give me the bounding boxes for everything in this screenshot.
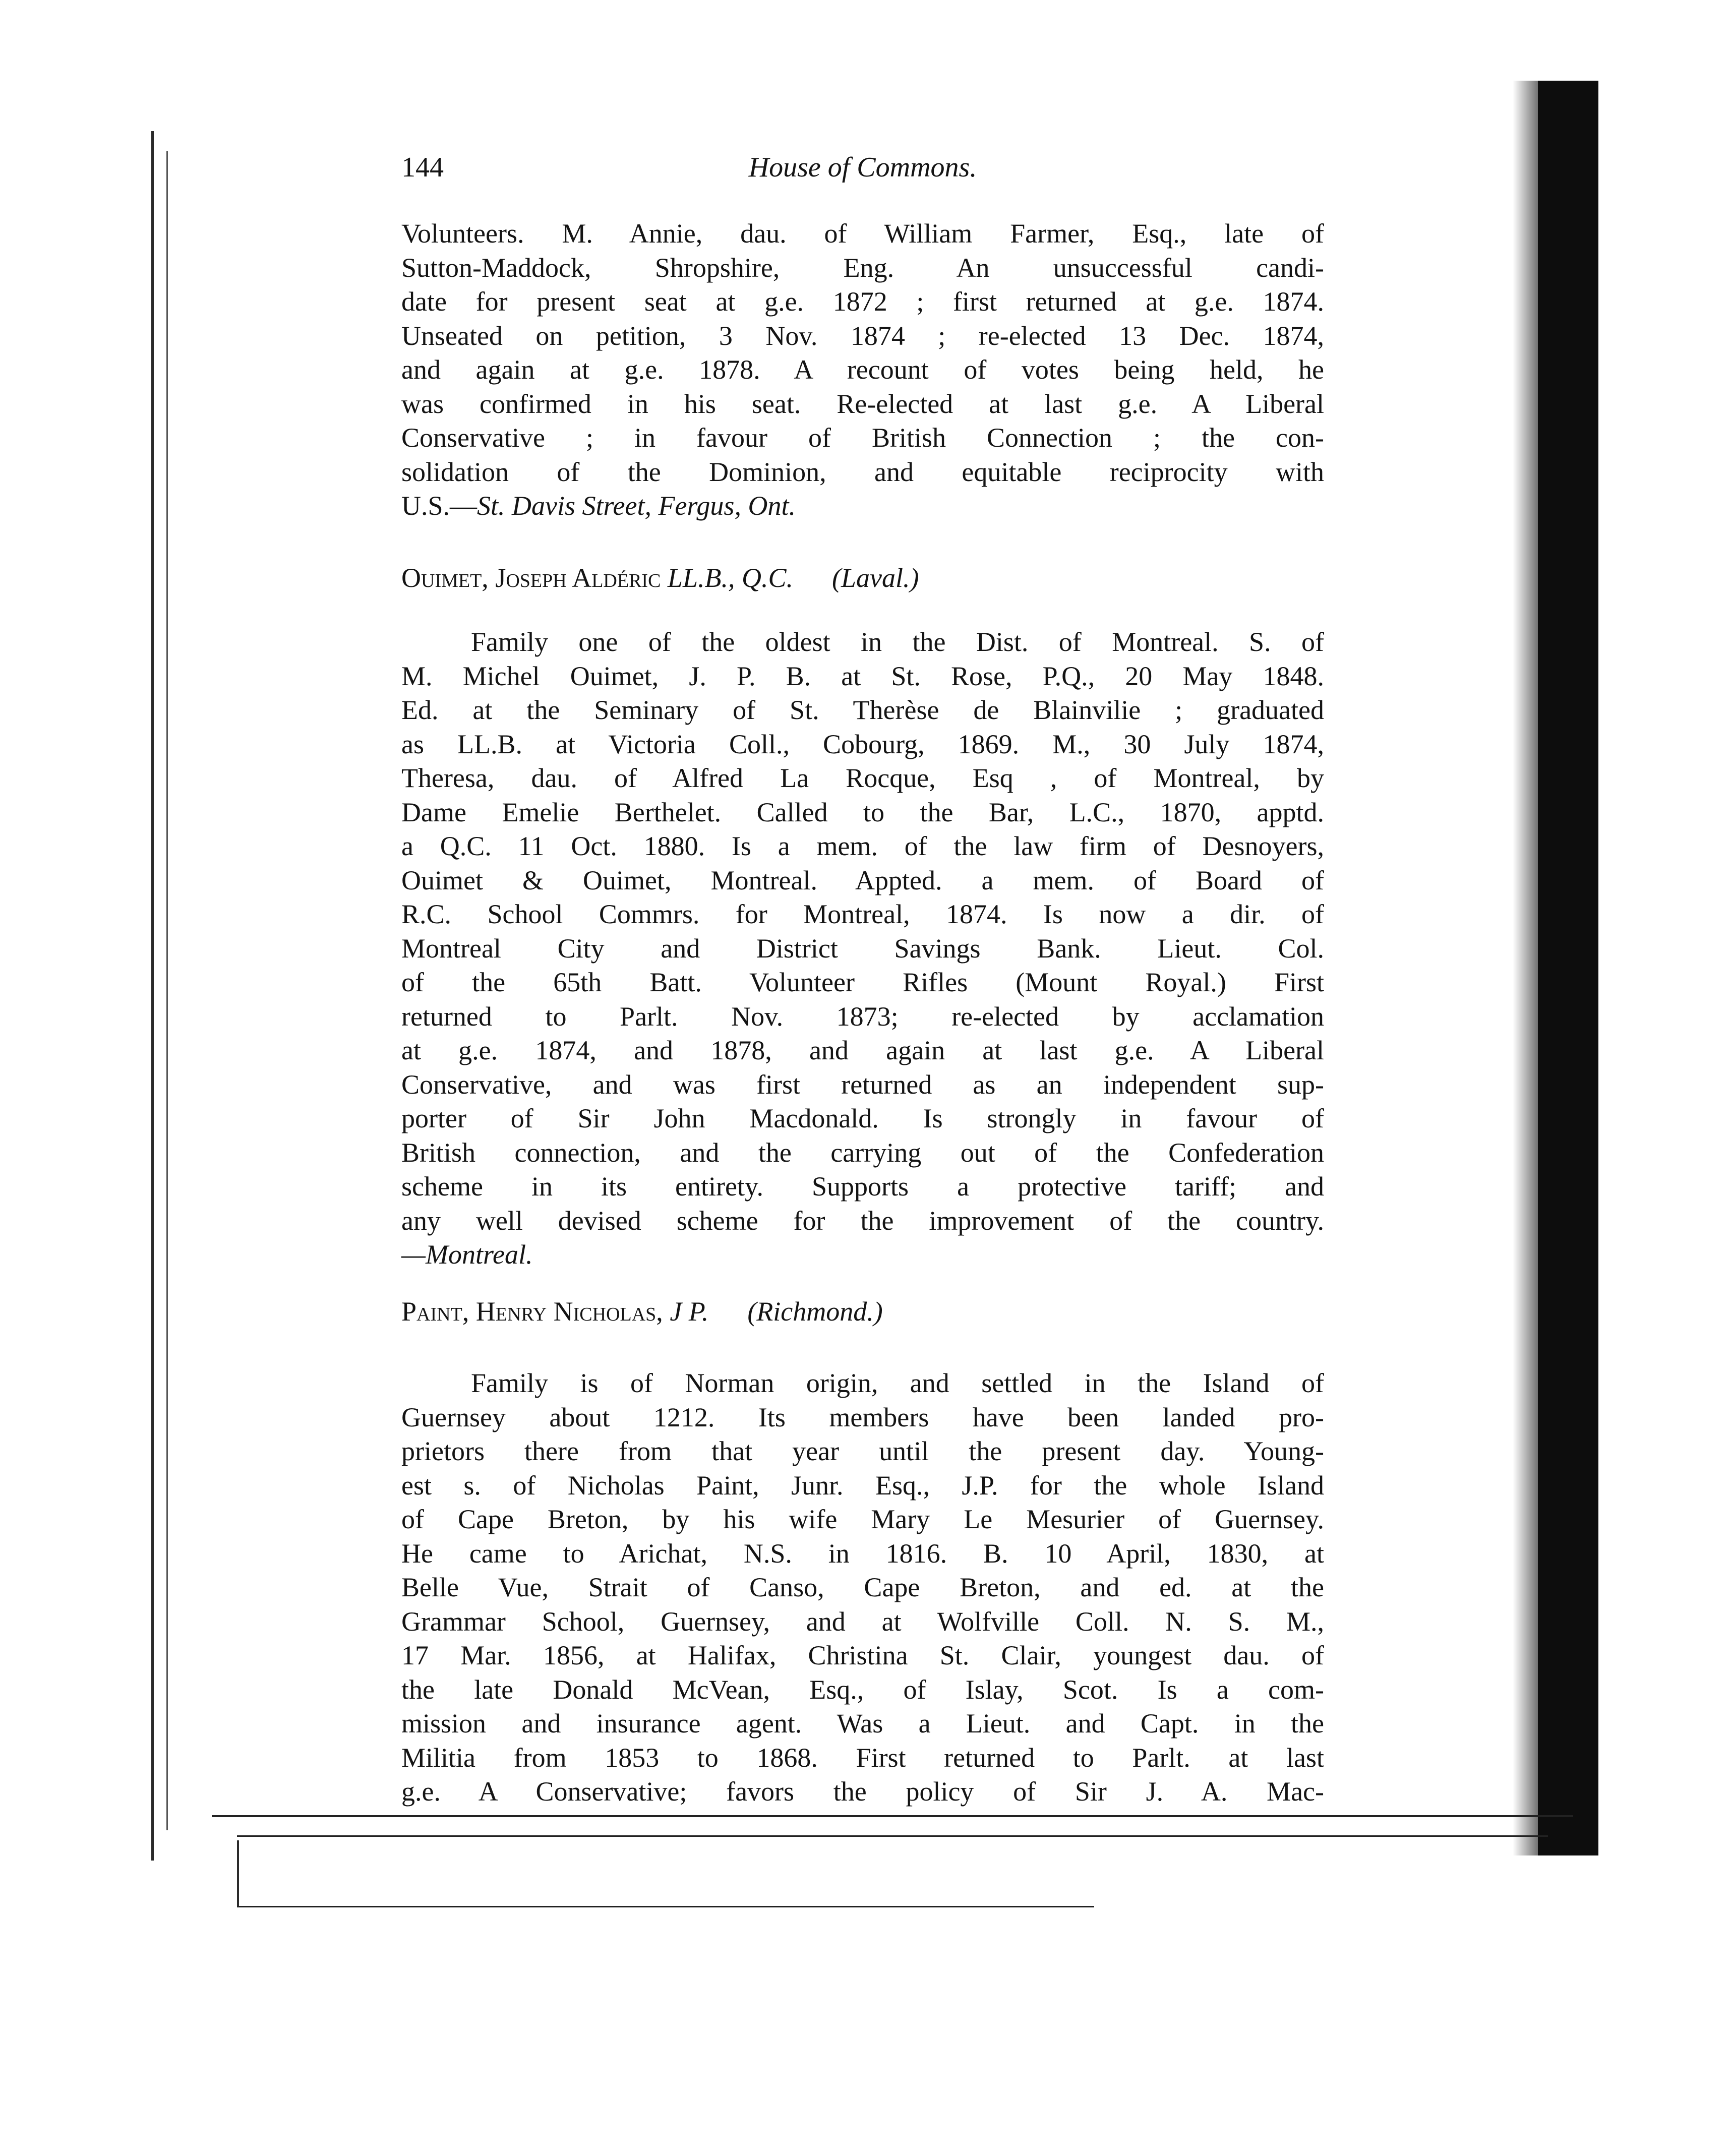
text-line: as LL.B. at Victoria Coll., Cobourg, 1869. M., 30 July 1874,	[401, 729, 1324, 759]
text-line: Family one of the oldest in the Dist. of Montreal. S. of	[471, 627, 1324, 657]
text-line: was confirmed in his seat. Re-elected at last g.e. A Liberal	[401, 388, 1324, 419]
text-line: of Cape Breton, by his wife Mary Le Mesurier of Guernsey.	[401, 1504, 1324, 1534]
text-line: 17 Mar. 1856, at Halifax, Christina St. Clair, youngest dau. of	[401, 1640, 1324, 1670]
text-line: mission and insurance agent. Was a Lieut. and Capt. in the	[401, 1708, 1324, 1739]
text-line: Unseated on petition, 3 Nov. 1874 ; re-elected 13 Dec. 1874,	[401, 320, 1324, 351]
entry-body-ouimet	[401, 625, 1324, 1272]
member-constituency: (Richmond.)	[747, 1296, 883, 1327]
page-header	[401, 151, 1324, 197]
text-line: Dame Emelie Berthelet. Called to the Bar, L.C., 1870, apptd.	[401, 797, 1324, 827]
text-line: Montreal City and District Savings Bank. Lieut. Col.	[401, 933, 1324, 964]
text-line: Theresa, dau. of Alfred La Rocque, Esq , of Montreal, by	[401, 763, 1324, 793]
text-line: of the 65th Batt. Volunteer Rifles (Mount Royal.) First	[401, 967, 1324, 997]
text-line: Militia from 1853 to 1868. First returned to Parlt. at last	[401, 1742, 1324, 1773]
binding-shadow	[1538, 81, 1598, 1855]
member-constituency: (Laval.)	[832, 563, 919, 593]
text-line: Family is of Norman origin, and settled in the Island of	[471, 1368, 1324, 1398]
running-title: House of Commons.	[748, 152, 977, 183]
page-number: 144	[401, 152, 444, 183]
text-line: solidation of the Dominion, and equitable reciprocity with	[401, 456, 1324, 487]
text-line: R.C. School Commrs. for Montreal, 1874. Is now a dir. of	[401, 899, 1324, 929]
member-given-names: Joseph Aldéric	[495, 563, 661, 593]
left-edge-line	[166, 151, 168, 1830]
text-line: Volunteers. M. Annie, dau. of William Farmer, Esq., late of	[401, 218, 1324, 249]
text-line: at g.e. 1874, and 1878, and again at last g.e. A Liberal	[401, 1035, 1324, 1065]
text-line: est s. of Nicholas Paint, Junr. Esq., J.P. for the whole Island	[401, 1470, 1324, 1501]
member-credentials: J P.	[670, 1296, 709, 1327]
text-line: Conservative ; in favour of British Connection ; the con-	[401, 423, 1324, 453]
text-line: returned to Parlt. Nov. 1873; re-elected by acclamation	[401, 1001, 1324, 1032]
left-edge-line	[151, 131, 154, 1861]
text-line: Ed. at the Seminary of St. Therèse de Blainvilie ; graduated	[401, 695, 1324, 725]
text-line: prietors there from that year until the present day. Young-	[401, 1436, 1324, 1466]
binding-fade	[1513, 81, 1538, 1855]
text-line: Guernsey about 1212. Its members have been landed pro-	[401, 1402, 1324, 1432]
text-line: date for present seat at g.e. 1872 ; first returned at g.e. 1874.	[401, 286, 1324, 317]
member-address: St. Davis Street, Fergus, Ont.	[477, 491, 796, 521]
member-surname: Paint,	[401, 1296, 469, 1327]
address-prefix: U.S.—	[401, 491, 478, 521]
text-line: Grammar School, Guernsey, and at Wolfville Coll. N. S. M.,	[401, 1606, 1324, 1637]
text-line: Belle Vue, Strait of Canso, Cape Breton, and ed. at the	[401, 1572, 1324, 1602]
corner-mark	[237, 1840, 239, 1906]
bottom-rule	[237, 1835, 1548, 1837]
entry-heading-paint	[401, 1296, 1324, 1327]
text-line: and again at g.e. 1878. A recount of votes being held, he	[401, 354, 1324, 385]
text-line	[401, 489, 1324, 523]
text-line: He came to Arichat, N.S. in 1816. B. 10 April, 1830, at	[401, 1538, 1324, 1569]
text-line: scheme in its entirety. Supports a protective tariff; and	[401, 1171, 1324, 1202]
entry-body-paint	[401, 1366, 1324, 1809]
text-line: British connection, and the carrying out of the Confederation	[401, 1137, 1324, 1168]
entry-heading-ouimet	[401, 562, 1324, 593]
text-line: the late Donald McVean, Esq., of Islay, Scot. Is a com-	[401, 1674, 1324, 1705]
member-surname: Ouimet,	[401, 563, 489, 593]
member-credentials: LL.B., Q.C.	[667, 563, 793, 593]
text-line: g.e. A Conservative; favors the policy of Sir J. A. Mac-	[401, 1776, 1324, 1807]
bottom-rule	[212, 1815, 1573, 1817]
text-line: M. Michel Ouimet, J. P. B. at St. Rose, P.Q., 20 May 1848.	[401, 661, 1324, 691]
member-address: —Montreal.	[401, 1239, 533, 1270]
bottom-rule	[237, 1906, 1094, 1907]
member-given-names: Henry Nicholas,	[475, 1296, 663, 1327]
text-line: Sutton-Maddock, Shropshire, Eng. An unsuccessful candi-	[401, 252, 1324, 283]
text-line: Ouimet & Ouimet, Montreal. Appted. a mem. of Board of	[401, 865, 1324, 895]
text-line: any well devised scheme for the improvement of the country.	[401, 1205, 1324, 1236]
text-line: porter of Sir John Macdonald. Is strongly in favour of	[401, 1103, 1324, 1133]
entry-continuation	[401, 217, 1324, 523]
text-line: Conservative, and was first returned as an independent sup-	[401, 1069, 1324, 1100]
text-line: a Q.C. 11 Oct. 1880. Is a mem. of the law firm of Desnoyers,	[401, 831, 1324, 861]
